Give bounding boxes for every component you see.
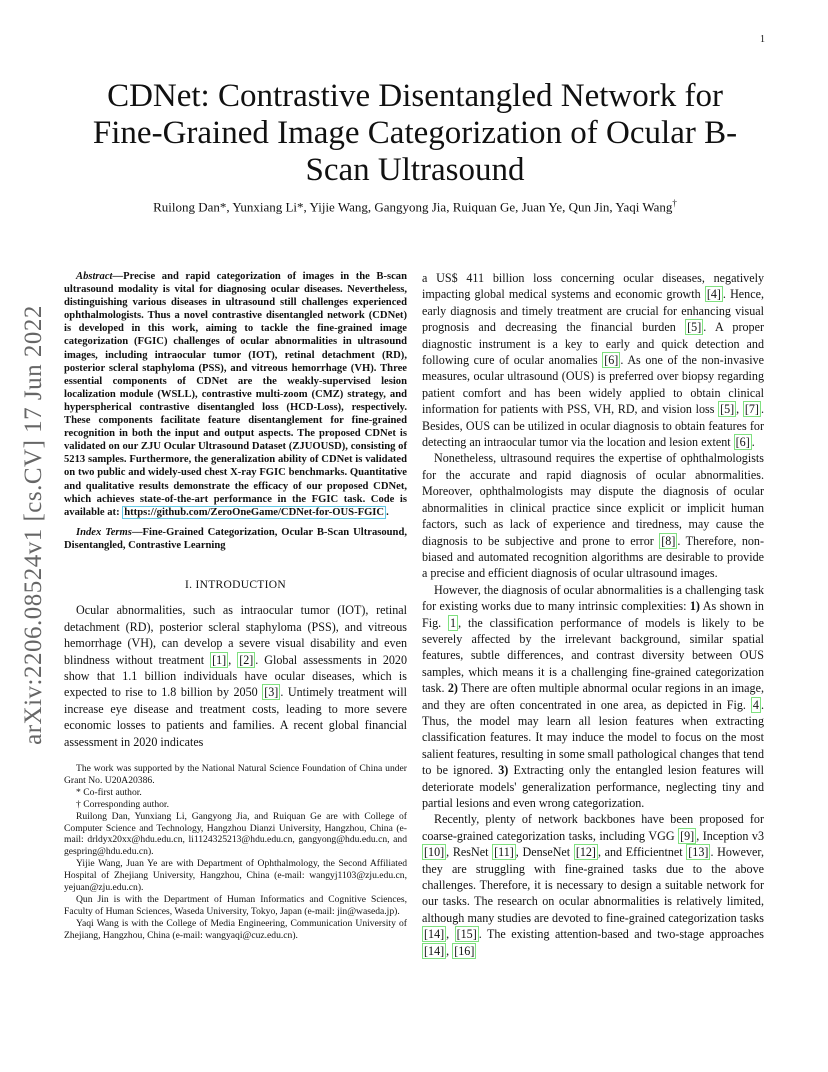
intro-paragraph: Ocular abnormalities, such as intraocular tumor (IOT), retinal detachment (RD), posterior scleral staphyloma (PSS), and vitreous hemorrhage (VH), can develop a severe visual disability and even blindness without treatment [1] , [2] . Global assessments in 2020 show that 1.1 billion individuals have ocular diseases, which is expected to rise to 1.8 billion by 2050 [3] . Untimely treatment will increase eye disease and treatment costs, leading to more severe economic losses to patients and families. A recent global financial assessment in 2020 indicates [64, 603, 408, 749]
citation-link[interactable]: [1] [212, 652, 227, 667]
citation-link[interactable]: [14] [424, 943, 445, 958]
citation-link[interactable]: [12] [575, 845, 596, 860]
footnote-cofirst: * Co-first author. [76, 786, 142, 798]
footnotes [64, 763, 407, 942]
arxiv-stamp [12, 290, 56, 760]
paper-title: CDNet: Contrastive Disentangled Network for Fine-Grained Image Categorization of Ocular B-Scan Ultrasound [92, 78, 738, 188]
page-number: 1 [760, 34, 765, 45]
citation-link[interactable]: [13] [688, 845, 709, 860]
author-names: Ruilong Dan*, Yunxiang Li*, Yijie Wang, Gangyong Jia, Ruiquan Ge, Juan Ye, Qun Jin, Yaqi Wang [153, 199, 673, 215]
section-heading: I. INTRODUCTION [185, 578, 286, 591]
index-terms [64, 526, 407, 552]
body-paragraph: a US$ 411 billion loss concerning ocular diseases, negatively impacting global medical systems and economic growth [4] . Hence, early diagnosis and timely treatment are crucial for enhancing visual prognosis and decreasing the financial burden [5] . A proper diagnostic instrument is a key to early and quick detection and following cure of ocular anomalies [6] . As one of the non-invasive measures, ocular ultrasound (OUS) is preferred over biopsy regarding patient comfort and has been widely applied to obtain clinical information for patients with PSS, VH, RD, and vision loss [5] , [7] . Besides, OUS can be utilized in ocular diagnosis to obtain features for detecting an intraocular tumor via the location and lesion extent [6] . [422, 271, 764, 450]
citation-link[interactable]: [4] [706, 287, 721, 302]
footnote-funding: The work was supported by the National Natural Science Foundation of China under Grant No. U20A20386. [64, 763, 407, 786]
citation-link[interactable]: [5] [720, 402, 735, 417]
citation-link[interactable]: [8] [661, 533, 676, 548]
figure-link[interactable]: 1 [450, 615, 457, 630]
arxiv-id: arXiv:2206.08524v1 [cs.CV] 17 Jun 2022 [20, 305, 47, 745]
corresponding-mark: † [672, 198, 677, 208]
abstract-label: Abstract [76, 271, 113, 282]
citation-link[interactable]: [15] [456, 927, 477, 942]
citation-link[interactable]: [10] [424, 845, 445, 860]
abstract-text: —Precise and rapid categorization of images in the B-scan ultrasound modality is vital for diagnosing ocular diseases. Nevertheless, distinguishing various diseases in ultrasound still challenges experienced ophthalmologists. Thus a novel contrastive disentangled network (CDNet) is developed in this work, aiming to tackle the fine-grained image categorization (FGIC) challenges of ocular abnormalities in ultrasound images, including intraocular tumor (IOT), retinal detachment (RD), posterior scleral staphyloma (PSS), and vitreous hemorrhage (VH). Three essential components of CDNet are the weakly-supervised lesion localization module (WSLL), contrastive multi-zoom (CMZ) strategy, and hyperspherical contrastive disentangled loss (HCD-Loss), respectively. These components facilitate feature disentanglement for fine-grained recognition in both the input and output aspects. The proposed CDNet is validated on our ZJU Ocular Ultrasound Dataset (ZJUOUSD), consisting of 5213 samples. Furthermore, the generalization ability of CDNet is validated on two public and widely-used chest X-ray FGIC benchmarks. Quantitative and qualitative results demonstrate the efficacy of our proposed CDNet, which achieves state-of-the-art performance in the FGIC task. Code is available at: [64, 271, 407, 518]
citation-link[interactable]: [2] [239, 652, 254, 667]
body-paragraph: However, the diagnosis of ocular abnormalities is a challenging task for existing works due to many intrinsic complexities: 1) As shown in Fig. 1 , the classification performance of models is likely to be severely affected by the irrelevant background, similar spatial features, subtle differences, and contrast diversity between OUS samples, which means it is a challenging fine-grained categorization task. 2) There are often multiple abnormal ocular regions in an image, and they are often concentrated in one area, as depicted in Fig. 4 . Thus, the model may learn all lesion features when extracting classification features. It may induce the model to focus on the most salient features, resulting in some small pathological changes that tend to be ignored. 3) Extracting only the entangled lesion features will deteriorate models' generalization performance, neglecting tiny and partial lesions and even wrong categorization. [422, 582, 765, 810]
footnote-affiliation: Qun Jin is with the Department of Human Informatics and Cognitive Sciences, Faculty of Human Sciences, Waseda University, Tokyo, Japan (e-mail: jin@waseda.jp). [64, 894, 407, 917]
body-paragraph: Nonetheless, ultrasound requires the expertise of ophthalmologists for the accurate and rapid diagnosis of ocular abnormalities. Moreover, ophthalmologists may dispute the diagnosis of ocular abnormalities in clinical practice since explicit or implicit human factors, such as lack of experience and tiredness, may cause the diagnosis to be subjective and prone to error [8] . Therefore, non-biased and automated recognition algorithms are desirable to provide a precise and efficient diagnosis of ocular ultrasound images. [422, 451, 764, 581]
citation-link[interactable]: [6] [604, 353, 619, 368]
citation-link[interactable]: [16] [454, 943, 475, 958]
footnote-affiliation: Ruilong Dan, Yunxiang Li, Gangyong Jia, and Ruiquan Ge are with College of Computer Science and Technology, Hangzhou Dianzi University, Hangzhou, China (e-mail: drldyx20xx@hdu.edu.cn, li1124325213@hdu.edu.cn, gangyong@hdu.edu.cn, and gespring@hdu.edu.cn). [64, 810, 407, 858]
citation-link[interactable]: [11] [494, 845, 514, 860]
index-terms-text: —Fine-Grained Categorization, Ocular B-Scan Ultrasound, Disentangled, Contrastive Learning [64, 526, 407, 551]
right-column [422, 270, 764, 959]
footnote-affiliation: Yijie Wang, Juan Ye are with Department of Ophthalmology, the Second Affiliated Hospital of Zhejiang University, Hangzhou, China (e-mail: wangyj1103@zju.edu.cn, yejuan@zju.edu.cn). [64, 858, 407, 894]
citation-link[interactable]: [9] [680, 828, 695, 843]
body-paragraph: Recently, plenty of network backbones have been proposed for coarse-grained categorization tasks, including VGG [9] , Inception v3 [10] , ResNet [11] , DenseNet [12] , and Efficientnet [13] . However, they are struggling with fine-grained tasks due to the above challenges. Therefore, it is necessary to design a suitable network for our tasks. The research on ocular abnormalities is relatively limited, although many studies are devoted to fine-grained categorization tasks [14] , [15] . The existing attention-based and two-stage approaches [14] , [16] [422, 812, 764, 958]
author-list [70, 198, 760, 215]
footnote-affiliation: Yaqi Wang is with the College of Media Engineering, Communication University of Zhejiang, Hangzhou, China (e-mail: wangyaqi@cuz.edu.cn). [64, 917, 407, 941]
figure-link[interactable]: 4 [752, 697, 759, 712]
left-column [64, 270, 407, 942]
citation-link[interactable]: [5] [687, 320, 702, 335]
abstract: Abstract—Precise and rapid categorization of images in the B-scan ultrasound modality is vital for diagnosing ocular diseases. Nevertheless, distinguishing various diseases in ultrasound still challenges experienced ophthalmologists. Thus a novel contrastive disentangled network (CDNet) is developed in this work, aiming to tackle the fine-grained image categorization (FGIC) challenges of ocular abnormalities in ultrasound images, including intraocular tumor (IOT), retinal detachment (RD), posterior scleral staphyloma (PSS), and vitreous hemorrhage (VH). Three essential components of CDNet are the weakly-supervised lesion localization module (WSLL), contrastive multi-zoom (CMZ) strategy, and hyperspherical contrastive disentangled loss (HCD-Loss), respectively. These components facilitate feature disentanglement for fine-grained recognition in both the input and output aspects. The proposed CDNet is validated on our ZJU Ocular Ultrasound Dataset (ZJUOUSD), consisting of 5213 samples. Furthermore, the generalization ability of CDNet is validated on two public and widely-used chest X-ray FGIC benchmarks. Quantitative and qualitative results demonstrate the efficacy of our proposed CDNet, which achieves state-of-the-art performance in the FGIC task. Code is available at: https://github.com/ZeroOneGame/CDNet-for-OUS-FGIC . [64, 271, 407, 518]
code-link[interactable]: https://github.com/ZeroOneGame/CDNet-for-OUS-FGIC [124, 506, 385, 518]
citation-link[interactable]: [3] [264, 685, 279, 700]
footnote-corresponding: † Corresponding author. [76, 798, 169, 810]
citation-link[interactable]: [7] [744, 402, 759, 417]
citation-link[interactable]: [6] [735, 435, 750, 450]
index-terms-label: Index Terms [76, 526, 132, 538]
citation-link[interactable]: [14] [424, 927, 445, 942]
